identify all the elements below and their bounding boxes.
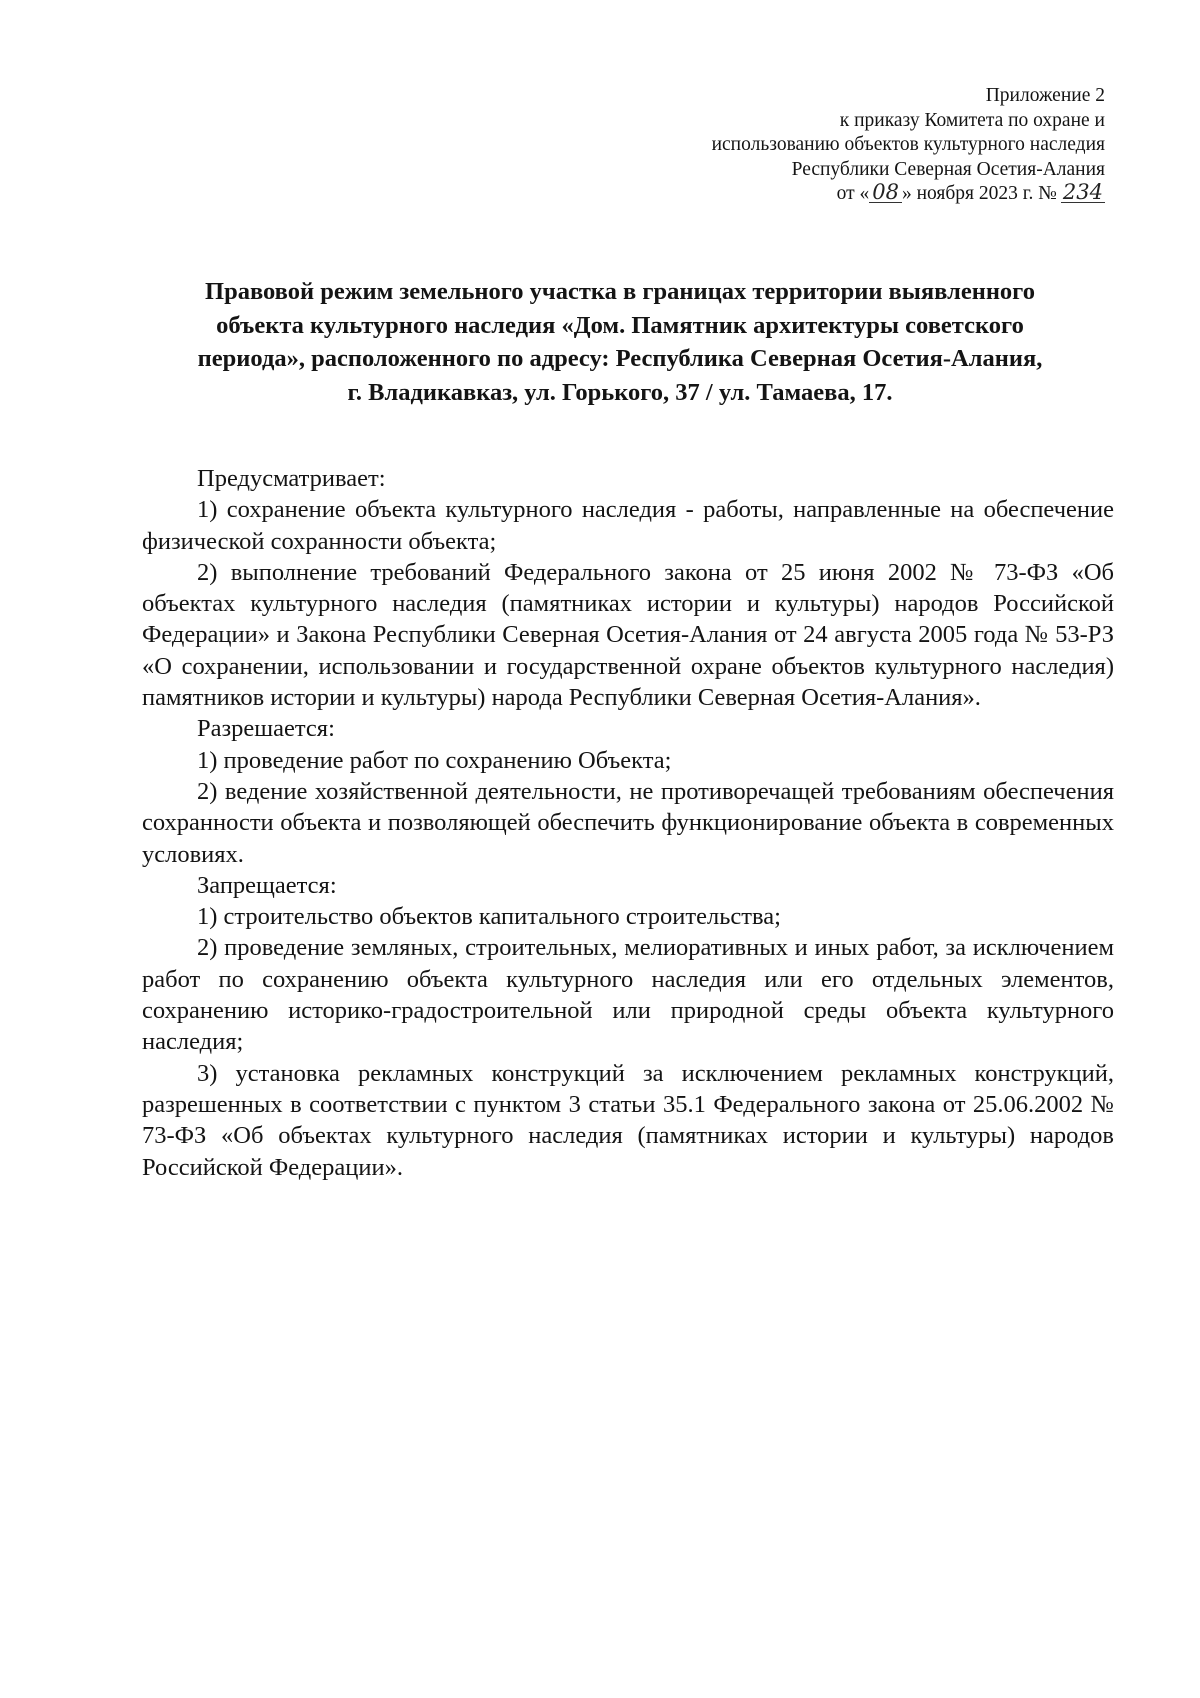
allowed-item-1: 1) проведение работ по сохранению Объекта;: [197, 746, 672, 774]
title-line-3: периода», расположенного по адресу: Республика Северная Осетия-Алания,: [197, 345, 1043, 372]
appendix-line-2: к приказу Комитета по охране и: [839, 109, 1105, 131]
appendix-header: [565, 84, 1105, 207]
forbidden-heading: Запрещается:: [197, 871, 337, 899]
appendix-date-line: [565, 182, 1105, 207]
title-line-4: г. Владикавказ, ул. Горького, 37 / ул. Тамаева, 17.: [347, 378, 893, 406]
date-prefix: от «: [836, 183, 870, 204]
title-line-2: объекта культурного наследия «Дом. Памятник архитектуры советского: [216, 311, 1024, 339]
handwritten-order-number: 234: [1062, 180, 1103, 204]
date-middle: » ноября 2023 г. №: [901, 183, 1057, 204]
forbidden-item-3: 3) установка рекламных конструкций за исключением рекламных конструкций, разрешенных в соответствии с пунктом 3 статьи 35.1 Федерального закона от 25.06.2002 № 73-ФЗ «Об объектах культурного наследия (памятниках истории и культуры) народов Российской Федерации».: [142, 1059, 1114, 1181]
handwritten-day: 08: [869, 182, 902, 203]
allowed-item-2: 2) ведение хозяйственной деятельности, не противоречащей требованиям обеспечения сохранности объекта и позволяющей обеспечить функционирование объекта в современных условиях.: [142, 777, 1114, 868]
forbidden-item-1: 1) строительство объектов капитального строительства;: [197, 903, 781, 931]
provides-item-1: 1) сохранение объекта культурного наследия - работы, направленные на обеспечение физической сохранности объекта;: [142, 496, 1114, 555]
document-body: [142, 463, 1114, 1183]
allowed-heading: Разрешается:: [197, 715, 335, 743]
document-title: [140, 275, 1100, 409]
provides-heading: Предусматривает:: [197, 465, 386, 492]
forbidden-item-2: 2) проведение земляных, строительных, мелиоративных и иных работ, за исключением работ по сохранению объекта культурного наследия или его отдельных элементов, сохранению историко-градостроительной или природной среды объекта культурного наследия;: [142, 934, 1114, 1056]
provides-item-2: 2) выполнение требований Федерального закона от 25 июня 2002 № 73-ФЗ «Об объектах культурного наследия (памятниках истории и культуры) народов Российской Федерации» и Закона Республики Северная Осетия-Алания от 24 августа 2005 года № 53-РЗ «О сохранении, использовании и государственной охране объектов культурного наследия) памятников истории и культуры) народа Республики Северная Осетия-Алания».: [142, 558, 1114, 712]
appendix-line-4: Республики Северная Осетия-Алания: [791, 158, 1105, 180]
appendix-line-1: Приложение 2: [985, 85, 1105, 106]
appendix-line-3: использованию объектов культурного наследия: [711, 134, 1105, 155]
title-line-1: Правовой режим земельного участка в границах территории выявленного: [205, 278, 1035, 305]
